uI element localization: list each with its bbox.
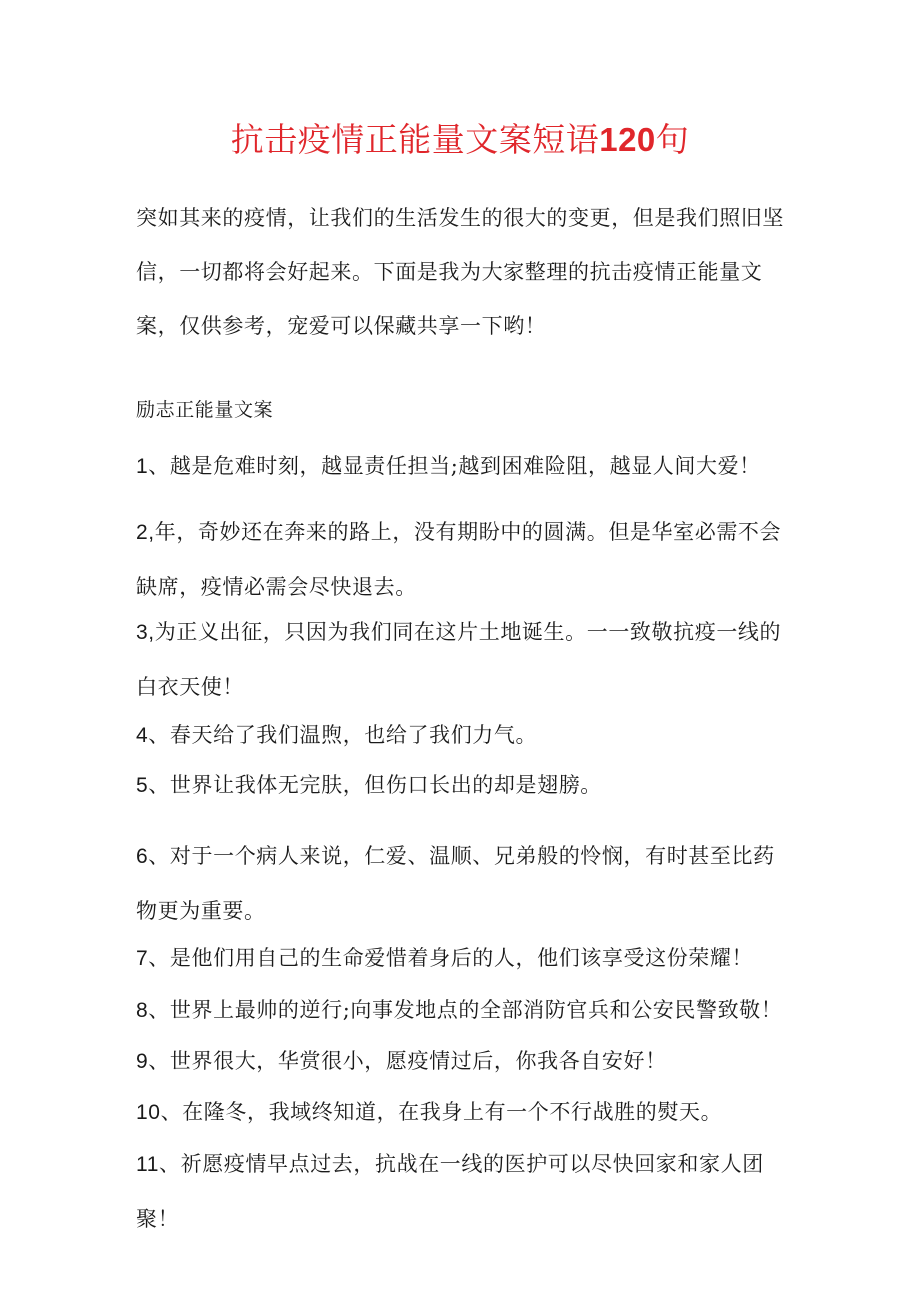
item-number: 8 (136, 999, 149, 1022)
list-item (136, 1034, 786, 1089)
item-number: 7 (136, 947, 149, 970)
item-text: 是他们用自己的生命爱惜着身后的人，他们该享受这份荣耀！ (169, 946, 754, 970)
item-separator: , (148, 621, 155, 644)
item-number: 1 (136, 455, 149, 478)
item-text: 祈愿疫情早点过去，抗战在一线的医护可以尽快回家和家人团聚！ (136, 1152, 764, 1231)
item-separator: 、 (148, 773, 170, 797)
item-text: 越是危难时刻，越显责任担当;越到困难险阻，越显人间大爱！ (169, 454, 761, 478)
item-text: 世界很大，华赏很小，愿疫情过后，你我各自安好！ (169, 1049, 667, 1073)
item-number: 9 (136, 1050, 149, 1073)
item-number: 4 (136, 724, 149, 747)
list-item (136, 439, 786, 494)
title-suffix: 句 (655, 120, 690, 159)
item-separator: 、 (148, 946, 170, 970)
section-heading: 励志正能量文案 (136, 399, 274, 421)
item-number: 11 (136, 1153, 159, 1176)
item-text: 对于一个病人来说，仁爱、温顺、兄弟般的怜悯，有时甚至比药物更为重要。 (136, 844, 775, 923)
item-text: 在隆冬，我域终知道，在我身上有一个不行战胜的熨天。 (182, 1100, 723, 1124)
item-separator: 、 (148, 454, 170, 478)
list-item (136, 1085, 786, 1140)
item-text: 为正义出征，只因为我们同在这片土地诞生。一一致敬抗疫一线的白衣天使！ (136, 620, 782, 699)
item-number: 6 (136, 845, 149, 868)
list-item (136, 1137, 786, 1246)
item-number: 3 (136, 621, 149, 644)
list-item (136, 758, 786, 813)
item-separator: 、 (148, 998, 170, 1022)
item-separator: 、 (159, 1152, 181, 1176)
item-separator: 、 (160, 1100, 183, 1124)
list-item (136, 708, 786, 763)
item-separator: , (148, 521, 155, 544)
item-number: 2 (136, 521, 149, 544)
title-text: 抗击疫情正能量文案短语 (230, 120, 600, 159)
intro-paragraph: 突如其来的疫情，让我们的生活发生的很大的变更，但是我们照旧坚信，一切都将会好起来。下面是我为大家整理的抗击疫情正能量文案，仅供参考，宠爱可以保藏共享一下哟！ (136, 206, 784, 338)
title-number: 120 (599, 121, 656, 158)
item-text: 世界让我体无完肤，但伤口长出的却是翅膀。 (169, 773, 602, 797)
item-separator: 、 (148, 723, 170, 747)
document-title (0, 114, 920, 166)
list-item (136, 505, 786, 614)
list-item (136, 829, 786, 938)
item-text: 世界上最帅的逆行;向事发地点的全部消防官兵和公安民警致敬！ (169, 998, 783, 1022)
item-number: 10 (136, 1101, 161, 1124)
list-item (136, 983, 786, 1038)
list-item (136, 605, 786, 714)
list-item (136, 931, 786, 986)
item-number: 5 (136, 774, 149, 797)
item-separator: 、 (148, 844, 170, 868)
item-text: 春天给了我们温煦，也给了我们力气。 (169, 723, 538, 747)
item-separator: 、 (148, 1049, 170, 1073)
item-text: 年，奇妙还在奔来的路上，没有期盼中的圆满。但是华室必需不会缺席，疫情必需会尽快退去。 (136, 520, 782, 599)
